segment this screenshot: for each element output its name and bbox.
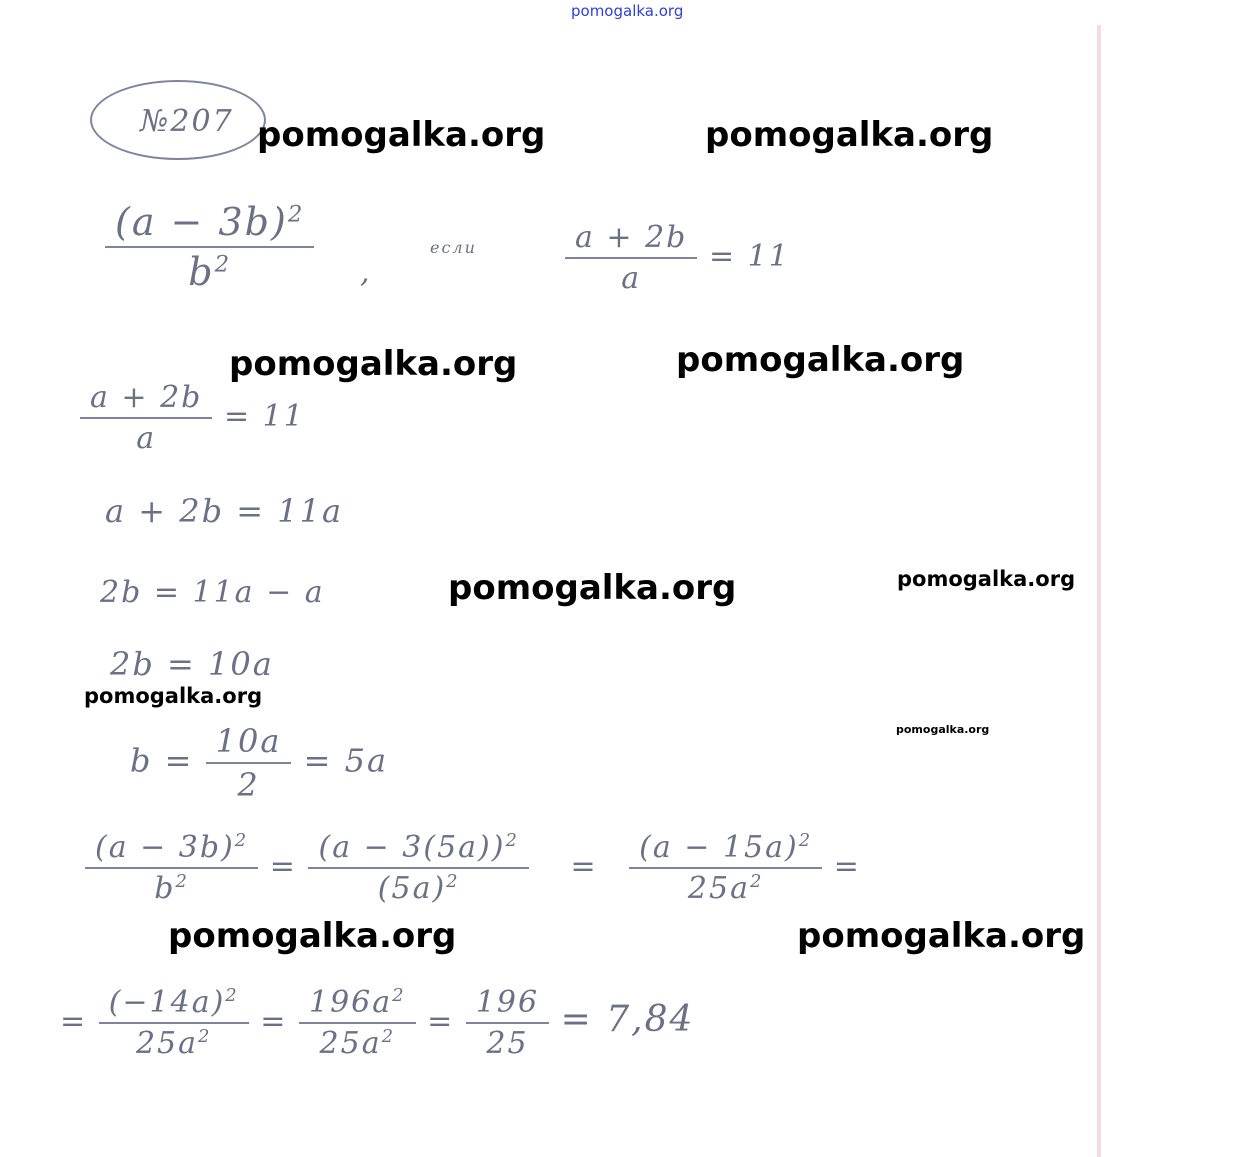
- watermark: pomogalka.org: [705, 115, 994, 155]
- solution-step-4: 2b = 10a: [110, 645, 274, 683]
- watermark: pomogalka.org: [168, 916, 457, 956]
- task-number: №207: [140, 104, 234, 139]
- watermark: pomogalka.org: [797, 916, 1086, 956]
- solution-step-7: = $\frac{(-14a)^2}{25a^2}$ = $\frac{196a^2}{25a^2}$ = $\frac{196}{25}$ = 7,84: [60, 985, 695, 1061]
- statement-condition: $\frac{a + 2b}{a}$ = 11: [565, 220, 790, 296]
- statement-if-word: если: [430, 238, 477, 257]
- statement-comma: ,: [360, 255, 372, 290]
- watermark: pomogalka.org: [229, 344, 518, 384]
- watermark: pomogalka.org: [896, 723, 990, 736]
- solution-step-3: 2b = 11a − a: [100, 575, 325, 610]
- solution-step-6: $\frac{(a - 3b)^2}{b^2}$ = $\frac{(a - 3(5a))^2}{(5a)^2}$ = $\frac{(a - 15a)^2}{25a^2}$ =: [85, 830, 861, 906]
- solution-step-5: b = $\frac{10a}{2}$ = 5a: [130, 722, 389, 804]
- watermark: pomogalka.org: [897, 567, 1076, 591]
- statement-expression: $\frac{(a - 3b)^2}{b^2}$: [105, 200, 314, 294]
- solution-step-2: a + 2b = 11a: [105, 492, 344, 530]
- solution-step-1: $\frac{a + 2b}{a}$ = 11: [80, 380, 305, 456]
- watermark: pomogalka.org: [448, 568, 737, 608]
- site-link[interactable]: pomogalka.org: [571, 2, 684, 20]
- notebook-margin-line: [1097, 25, 1101, 1157]
- watermark: pomogalka.org: [676, 340, 965, 380]
- watermark: pomogalka.org: [84, 684, 263, 708]
- watermark: pomogalka.org: [257, 115, 546, 155]
